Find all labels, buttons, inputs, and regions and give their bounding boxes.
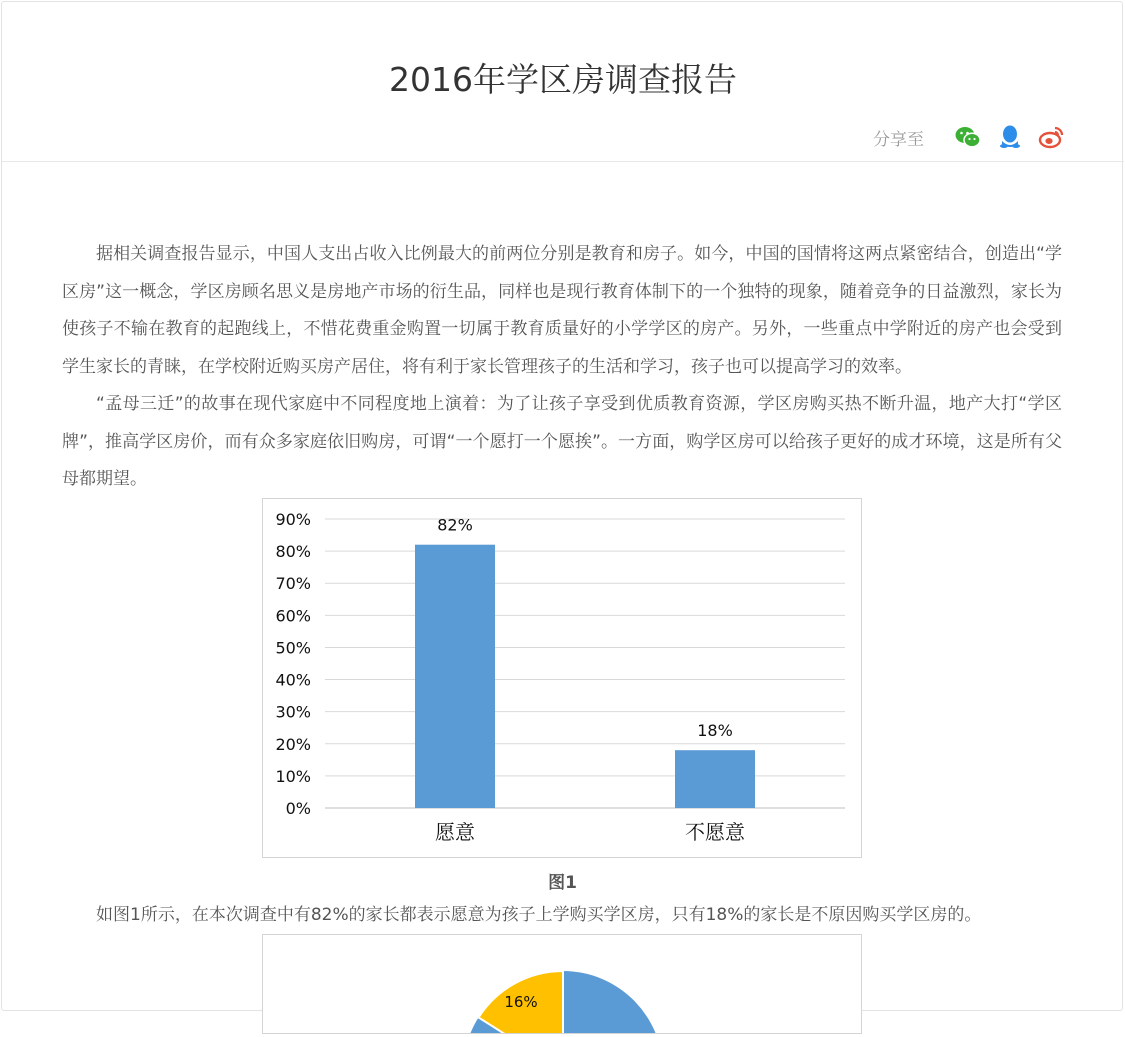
data-label: 18%: [697, 721, 733, 741]
y-tick-label: 0%: [285, 799, 311, 818]
article-body: [62, 236, 1062, 499]
article-header: [2, 2, 1124, 162]
y-tick-label: 70%: [275, 574, 311, 594]
qq-icon[interactable]: [996, 123, 1024, 151]
page-title: 2016年学区房调查报告: [389, 60, 737, 99]
x-category-label: 不愿意: [685, 820, 745, 844]
paragraph-1: 据相关调查报告显示，中国人支出占收入比例最大的前两位分别是教育和房子。如今，中国的国情将这两点紧密结合，创造出“学区房”这一概念，学区房顾名思义是房地产市场的衍生品，同样也是现行教育体制下的一个独特的现象，随着竞争的日益激烈，家长为使孩子不输在教育的起跑线上，不惜花费重金购置一切属于教育质量好的小学学区的房产。另外，一些重点中学附近的房产也会受到学生家长的青睐，在学校附近购买房产居住，将有利于家长管理孩子的生活和学习，孩子也可以提高学习的效率。: [62, 244, 1062, 377]
x-category-label: 愿意: [435, 820, 475, 844]
bar-1: [675, 750, 755, 808]
figure-2-pie-chart: [262, 934, 862, 1034]
y-tick-label: 30%: [275, 702, 311, 722]
figure-1-caption: 图1: [548, 873, 577, 893]
wechat-icon[interactable]: [954, 123, 982, 151]
y-tick-label: 80%: [275, 542, 311, 562]
data-label: 82%: [437, 515, 473, 535]
y-tick-label: 40%: [275, 670, 311, 690]
bar-0: [415, 545, 495, 808]
figure-1-bar-chart: [262, 498, 862, 858]
y-tick-label: 50%: [275, 638, 311, 658]
share-bar: [873, 122, 1066, 152]
bar-chart-svg: [263, 499, 861, 857]
y-tick-label: 20%: [275, 734, 311, 754]
share-label: 分享至: [873, 129, 924, 150]
figure-1-description: 如图1所示，在本次调查中有82%的家长都表示愿意为孩子上学购买学区房，只有18%的家长是不原因购买学区房的。: [96, 905, 982, 925]
weibo-icon[interactable]: [1038, 123, 1066, 151]
y-tick-label: 10%: [275, 766, 311, 786]
y-tick-label: 90%: [275, 510, 311, 529]
pie-chart-svg: [263, 935, 861, 1033]
pie-data-label: 16%: [504, 993, 538, 1011]
y-tick-label: 60%: [275, 606, 311, 626]
paragraph-2: “孟母三迁”的故事在现代家庭中不同程度地上演着：为了让孩子享受到优质教育资源，学区房购买热不断升温，地产大打“学区牌”，推高学区房价，而有众多家庭依旧购房，可谓“一个愿打一个愿挨”。一方面，购学区房可以给孩子更好的成才环境，这是所有父母都期望。: [62, 394, 1062, 489]
